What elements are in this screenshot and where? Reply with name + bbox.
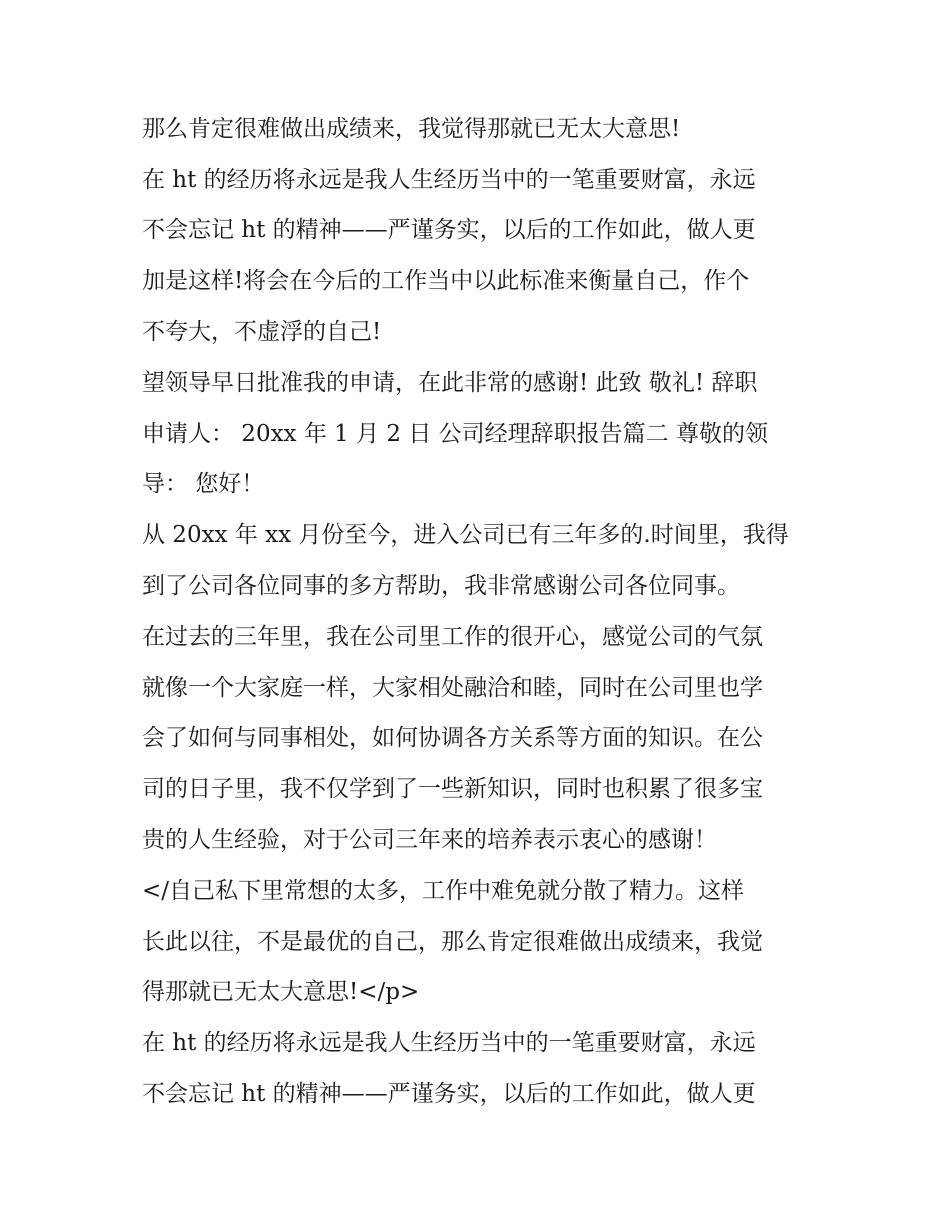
text-line: </自己私下里常想的太多，工作中难免就分散了精力。这样 xyxy=(142,878,745,904)
text-line: 不夸大，不虚浮的自己! xyxy=(142,319,382,345)
text-line: 加是这样!将会在今后的工作当中以此标准来衡量自己，作个 xyxy=(142,268,750,294)
text-line: 司的日子里，我不仅学到了一些新知识，同时也积累了很多宝 xyxy=(142,776,763,802)
text-line: 就像一个大家庭一样，大家相处融洽和睦，同时在公司里也学 xyxy=(142,675,763,701)
text-line: 在过去的三年里，我在公司里工作的很开心，感觉公司的气氛 xyxy=(142,624,763,650)
text-line: 长此以往，不是最优的自己，那么肯定很难做出成绩来，我觉 xyxy=(142,929,763,955)
text-line: 从 20xx 年 xx 月份至今，进入公司已有三年多的.时间里，我得 xyxy=(142,522,789,548)
text-line: 在 ht 的经历将永远是我人生经历当中的一笔重要财富，永远 xyxy=(142,167,756,193)
text-line: 得那就已无太大意思!</p> xyxy=(142,979,420,1005)
text-line: 在 ht 的经历将永远是我人生经历当中的一笔重要财富，永远 xyxy=(142,1030,756,1056)
text-line: 那么肯定很难做出成绩来，我觉得那就已无太大意思! xyxy=(142,116,681,142)
text-line: 到了公司各位同事的多方帮助，我非常感谢公司各位同事。 xyxy=(142,573,740,599)
text-line: 会了如何与同事相处，如何协调各方关系等方面的知识。在公 xyxy=(142,725,763,751)
text-line: 不会忘记 ht 的精神——严谨务实，以后的工作如此，做人更 xyxy=(142,217,756,243)
text-line: 导： 您好！ xyxy=(142,471,265,497)
text-line: 申请人： 20xx 年 1 月 2 日 公司经理辞职报告篇二 尊敬的领 xyxy=(142,421,768,447)
text-line: 望领导早日批准我的申请，在此非常的感谢! 此致 敬礼! 辞职 xyxy=(142,370,758,396)
text-line: 不会忘记 ht 的精神——严谨务实，以后的工作如此，做人更 xyxy=(142,1081,756,1107)
text-line: 贵的人生经验，对于公司三年来的培养表示衷心的感谢！ xyxy=(142,827,717,853)
